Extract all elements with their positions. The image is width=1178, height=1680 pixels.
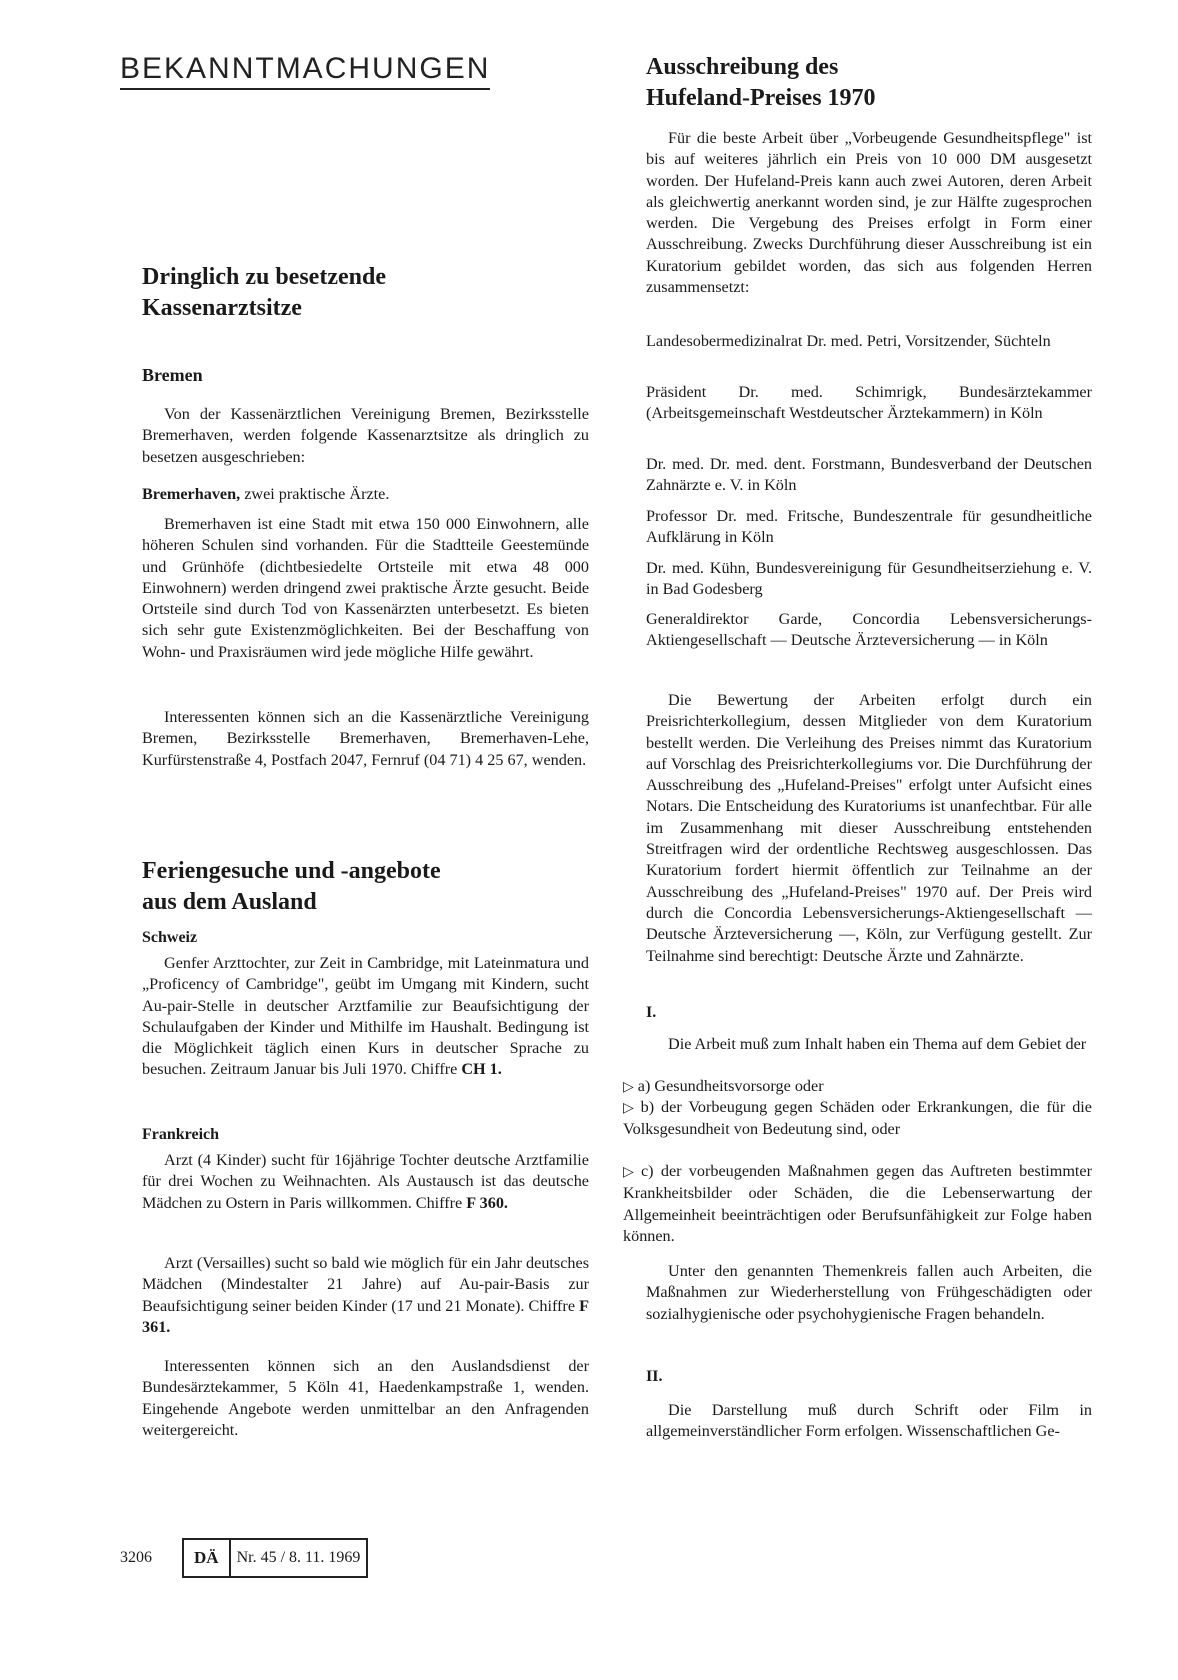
hufeland-title-line1: Ausschreibung des (646, 54, 839, 80)
schweiz-chiffre: CH 1. (461, 1060, 502, 1079)
frankreich-chiffre-1: F 360. (466, 1193, 508, 1212)
frankreich-body-1 (142, 1150, 589, 1214)
journal-logo: DÄ (184, 1540, 231, 1576)
frankreich-body-2 (142, 1253, 589, 1338)
section-i-item-text: b) der Vorbeugung gegen Schäden oder Erkrankungen, die für die Volksgesundheit von Bedeutung sind, oder (623, 1098, 1092, 1139)
triangle-right-icon: ▷ (623, 1100, 637, 1116)
section-i-item (623, 1076, 1092, 1098)
ferien-title-line1: Feriengesuche und -angebote (142, 858, 441, 884)
frankreich-text-2: Arzt (Versailles) sucht so bald wie möglich für ein Jahr deutsches Mädchen (Mindestalter 21 Jahre) auf Au-pair-Basis zur Beaufsichtigung seiner beiden Kinder (17 und 21 Monate). Chiffre (142, 1254, 589, 1315)
hufeland-title-line2: Hufeland-Preises 1970 (646, 85, 876, 111)
kassen-intro: Von der Kassenärztlichen Vereinigung Bremen, Bezirksstelle Bremerhaven, werden folgende Kassenarztsitze als dringlich zu besetzen ausgeschrieben: (142, 405, 589, 466)
kuratorium-member: Dr. med. Kühn, Bundesvereinigung für Gesundheitserziehung e. V. in Bad Godesberg (646, 559, 1092, 599)
section-i-extra: Unter den genannten Themenkreis fallen auch Arbeiten, die Maßnahmen zur Wiederherstellung von Frühgeschädigten oder sozialhygienische oder psychohygienische Fragen behandeln. (646, 1262, 1092, 1323)
hufeland-title (646, 52, 1086, 114)
kuratorium-member: Professor Dr. med. Fritsche, Bundeszentrale für gesundheitliche Aufklärung in Köln (646, 507, 1092, 547)
kassen-title-line2: Kassenarztsitze (142, 295, 302, 321)
schweiz-text: Genfer Arzttochter, zur Zeit in Cambridge, mit Lateinmatura und „Proficency of Cambridge", geübt im Umgang mit Kindern, sucht Au-pair-Stelle in deutscher Arztfamilie zur Beaufsichtigung der Schulaufgaben der Kinder und Mithilfe im Haushalt. Bedingung ist die Möglichkeit täglich einen Kurs in deutscher Sprache zu besuchen. Zeitraum Januar bis Juli 1970. Chiffre (142, 954, 589, 1079)
section-i-item (623, 1097, 1092, 1141)
ferien-contact: Interessenten können sich an den Auslandsdienst der Bundesärztekammer, 5 Köln 41, Haedenkampstraße 1, wenden. Eingehende Angebote werden unmittelbar an den Anfragenden weitergereicht. (142, 1357, 589, 1439)
ferien-title (142, 856, 582, 918)
bremen-subhead: Bremen (142, 365, 203, 385)
issue-info: Nr. 45 / 8. 11. 1969 (236, 1549, 361, 1566)
hufeland-intro: Für die beste Arbeit über „Vorbeugende Gesundheitspflege" ist bis auf weiteres jährlich ein Preis von 10 000 DM ausgesetzt worden. Der Hufeland-Preis kann auch zwei Autoren, deren Arbeit als gleichwertig anerkannt worden sind, je zur Hälfte zugesprochen werden. Die Vergebung des Preises erfolgt in Form einer Ausschreibung. Zwecks Durchführung dieser Ausschreibung ist ein Kuratorium gebildet worden, das sich aus folgenden Herren zusammensetzt: (646, 129, 1092, 297)
triangle-right-icon: ▷ (623, 1079, 634, 1095)
frankreich-text-1: Arzt (4 Kinder) sucht für 16jährige Tochter deutsche Arztfamilie für drei Wochen zu Weihnachten. Als Austausch ist das deutsche Mädchen zu Ostern in Paris willkommen. Chiffre (142, 1151, 589, 1212)
kuratorium-member: Generaldirektor Garde, Concordia Lebensversicherungs-Aktiengesellschaft — Deutsche Ärzteversicherung — in Köln (646, 610, 1092, 650)
page-number: 3206 (120, 1549, 152, 1566)
kassen-title-line1: Dringlich zu besetzende (142, 264, 386, 290)
schweiz-body (142, 953, 589, 1081)
section-label: BEKANNTMACHUNGEN (120, 52, 490, 90)
bremerhaven-place: Bremerhaven, (142, 485, 241, 503)
section-i-item-text: c) der vorbeugenden Maßnahmen gegen das Auftreten bestimmter Krankheitsbilder oder Schäden, die die Lebenserwartung der Allgemeinheit beeinträchtigen oder Berufsunfähigkeit zur Folge haben können. (623, 1162, 1092, 1245)
ferien-title-line2: aus dem Ausland (142, 889, 317, 915)
bremerhaven-need: zwei praktische Ärzte. (240, 485, 390, 503)
schweiz-subhead: Schweiz (142, 929, 198, 946)
section-i-item-text: a) Gesundheitsvorsorge oder (637, 1077, 824, 1095)
section-i-intro: Die Arbeit muß zum Inhalt haben ein Thema auf dem Gebiet der (668, 1035, 1087, 1053)
kuratorium-member: Dr. med. Dr. med. dent. Forstmann, Bundesverband der Deutschen Zahnärzte e. V. in Köln (646, 455, 1092, 495)
kuratorium-member: Landesobermedizinalrat Dr. med. Petri, Vorsitzender, Süchteln (646, 332, 1051, 350)
kassen-body: Bremerhaven ist eine Stadt mit etwa 150 000 Einwohnern, alle höheren Schulen sind vorhanden. Für die Stadtteile Geestemünde und Grünhöfe (dichtbesiedelte Ortsteile mit etwa 48 000 Einwohnern) werden dringend zwei praktische Ärzte gesucht. Beide Ortsteile sind durch Tod von Kassenärzten unterbesetzt. Es bieten sich sehr gute Existenzmöglichkeiten. Bei der Beschaffung von Wohn- und Praxisräumen wird jede mögliche Hilfe gewährt. (142, 515, 589, 661)
section-i-label: I. (646, 1004, 657, 1021)
page-footer (120, 1538, 368, 1578)
journal-box (182, 1538, 368, 1578)
frankreich-chiffre-2: F 361. (142, 1296, 589, 1336)
section-i-item (623, 1161, 1092, 1247)
frankreich-subhead: Frankreich (142, 1126, 220, 1143)
kassen-contact: Interessenten können sich an die Kassenärztliche Vereinigung Bremen, Bezirksstelle Bremerhaven, Bremerhaven-Lehe, Kurfürstenstraße 4, Postfach 2047, Fernruf (04 71) 4 25 67, wenden. (142, 708, 589, 769)
kuratorium-member: Präsident Dr. med. Schimrigk, Bundesärztekammer (Arbeitsgemeinschaft Westdeutscher Ärztekammern) in Köln (646, 383, 1092, 423)
evaluation-text: Die Bewertung der Arbeiten erfolgt durch ein Preisrichterkollegium, dessen Mitglieder von dem Kuratorium bestellt werden. Die Verleihung des Preises nimmt das Kuratorium auf Vorschlag des Preisrichterkollegiums vor. Die Durchführung der Ausschreibung des „Hufeland-Preises" erfolgt unter Aufsicht eines Notars. Die Entscheidung des Kuratoriums ist unanfechtbar. Für alle im Zusammenhang mit dieser Ausschreibung entstehenden Streitfragen wird der ordentliche Rechtsweg ausgeschlossen. Das Kuratorium fordert hiermit öffentlich zur Teilnahme an der Ausschreibung des „Hufeland-Preises" 1970 auf. Der Preis wird durch die Concordia Lebensversicherungs-Aktiengesellschaft — Deutsche Ärzteversicherung —, Köln, zur Verfügung gestellt. Zur Teilnahme sind berechtigt: Deutsche Ärzte und Zahnärzte. (646, 691, 1092, 965)
kassen-title (142, 262, 562, 324)
bremerhaven-line (142, 484, 589, 505)
section-ii-label: II. (646, 1368, 663, 1385)
triangle-right-icon: ▷ (623, 1164, 637, 1180)
section-ii-text: Die Darstellung muß durch Schrift oder Film in allgemeinverständlicher Form erfolgen. Wissenschaftlichen Ge- (646, 1401, 1092, 1441)
